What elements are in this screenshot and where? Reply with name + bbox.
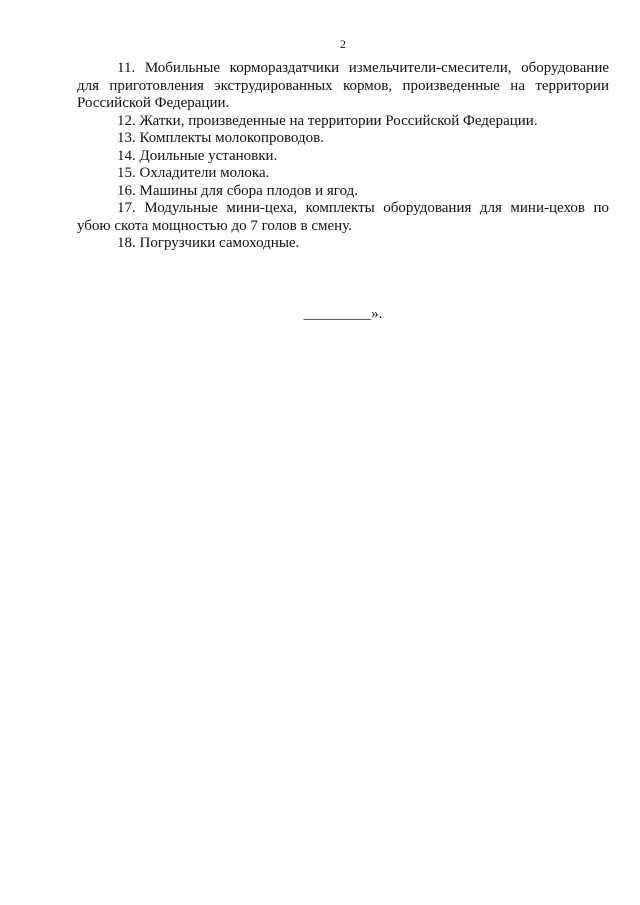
list-item-text: 12. Жатки, произведенные на территории Российской Федерации. (117, 112, 538, 129)
page-number: 2 (340, 37, 346, 51)
list-item-11 (77, 60, 609, 113)
list-item-text: убою скота мощностью до 7 голов в смену. (77, 217, 352, 234)
list-item-13 (77, 130, 609, 148)
closing-mark: _________». (303, 306, 383, 322)
list-item-text: 18. Погрузчики самоходные. (117, 235, 300, 251)
list-item-text: Российской Федерации. (77, 95, 230, 111)
list-item-16 (77, 183, 609, 201)
list-item-17 (77, 200, 609, 235)
list-item-12 (77, 113, 609, 131)
list-item-text: 13. Комплекты молокопроводов. (117, 130, 324, 146)
list-item-text: 16. Машины для сбора плодов и ягод. (117, 182, 359, 199)
list-item-text: 11. Мобильные кормораздатчики измельчители-смесители, оборудование (117, 60, 609, 76)
list-item-text: для приготовления экструдированных кормов, произведенные на территории (77, 77, 609, 94)
document-body (77, 60, 609, 253)
list-item-text: 15. Охладители молока. (117, 165, 270, 181)
list-item-text: 14. Доильные установки. (117, 147, 278, 164)
list-item-text: 17. Модульные мини-цеха, комплекты оборудования для мини-цехов по (117, 200, 609, 216)
list-item-18 (77, 235, 609, 253)
list-item-14 (77, 148, 609, 166)
list-item-15 (77, 165, 609, 183)
